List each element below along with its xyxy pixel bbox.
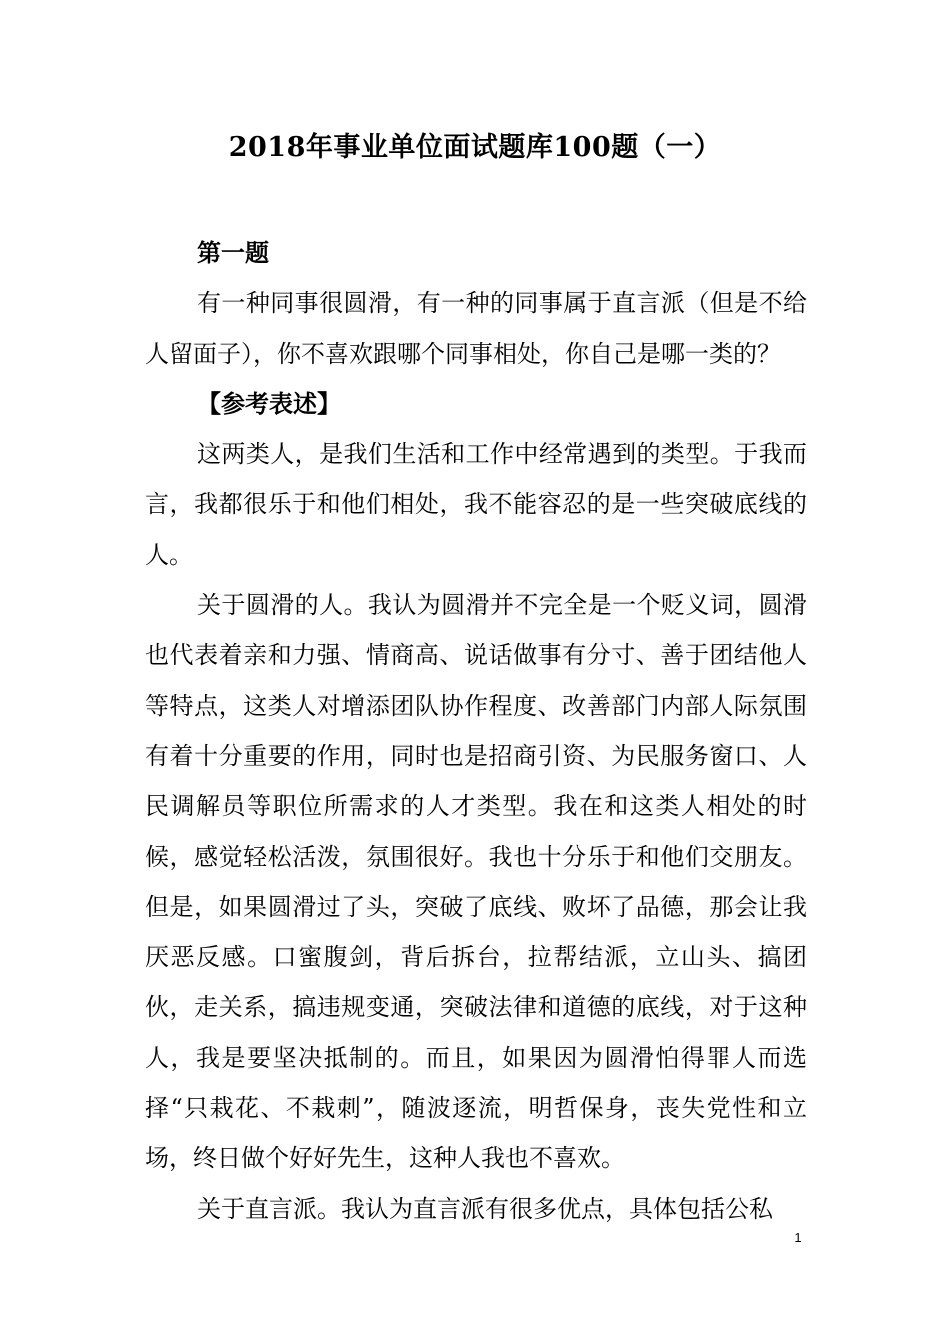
question-text: 有一种同事很圆滑，有一种的同事属于直言派（但是不给人留面子），你不喜欢跟哪个同事相处，你自己是哪一类的？	[145, 289, 807, 368]
answer-paragraph-2: 关于圆滑的人。我认为圆滑并不完全是一个贬义词，圆滑也代表着亲和力强、情商高、说话做事有分寸、善于团结他人等特点，这类人对增添团队协作程度、改善部门内部人际氛围有着十分重要的作用，同时也是招商引资、为民服务窗口、人民调解员等职位所需求的人才类型。我在和这类人相处的时候，感觉轻松活泼，氛围很好。我也十分乐于和他们交朋友。但是，如果圆滑过了头，突破了底线、败坏了品德，那会让我厌恶反感。口蜜腹剑，背后拆台，拉帮结派，立山头、搞团伙，走关系，搞违规变通，突破法律和道德的底线，对于这种人，我是要坚决抵制的。而且，如果因为圆滑怕得罪人而选择“只栽花、不栽刺”，随波逐流，明哲保身，丧失党性和立场，终日做个好好先生，这种人我也不喜欢。	[145, 591, 807, 1173]
answer-paragraph-1: 这两类人，是我们生活和工作中经常遇到的类型。于我而言，我都很乐于和他们相处，我不能容忍的是一些突破底线的人。	[145, 440, 807, 569]
document-title: 2018年事业单位面试题库100题（一）	[228, 132, 722, 163]
page-number: 1	[794, 1230, 802, 1245]
reference-heading: 【参考表述】	[197, 388, 341, 418]
answer-paragraph-3: 关于直言派。我认为直言派有很多优点，具体包括公私	[197, 1194, 773, 1223]
question-heading: 第一题	[197, 238, 269, 267]
document-body	[145, 228, 807, 1234]
